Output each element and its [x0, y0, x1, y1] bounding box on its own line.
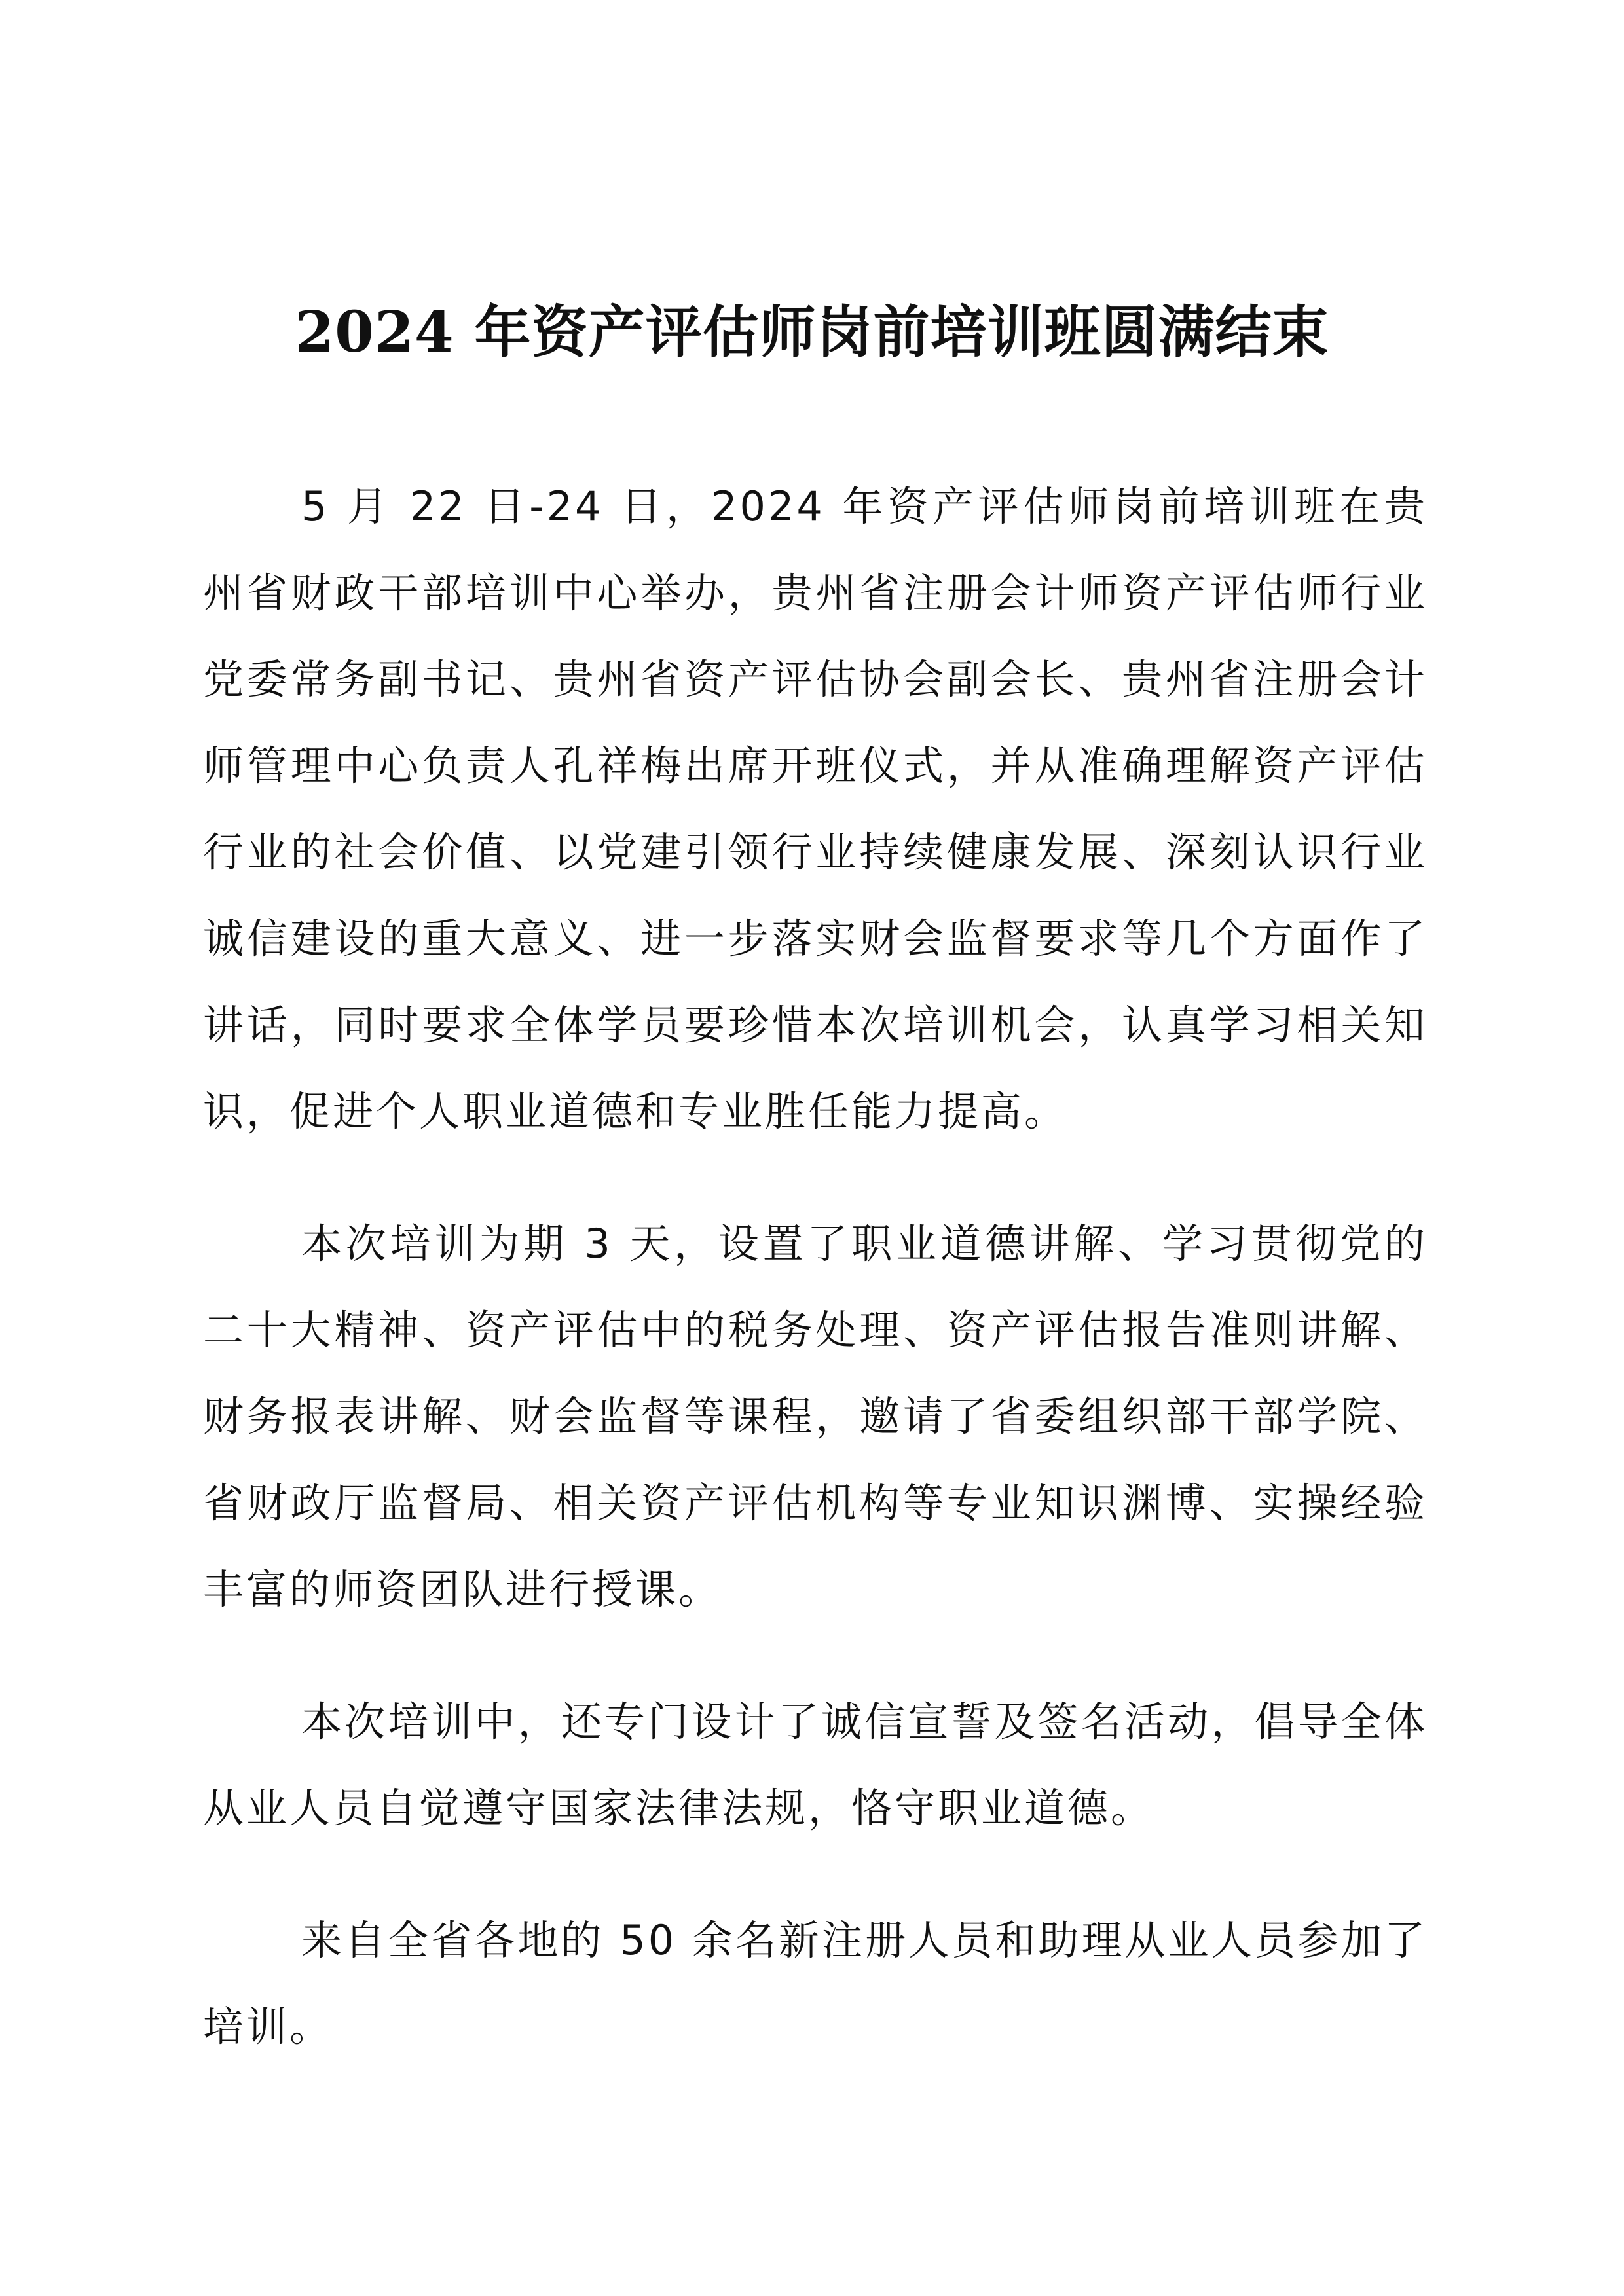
- document-body: [203, 464, 1428, 2116]
- paragraph-curriculum: 本次培训为期 3 天，设置了职业道德讲解、学习贯彻党的二十大精神、资产评估中的税务处理、资产评估报告准则讲解、财务报表讲解、财会监督等课程，邀请了省委组织部干部学院、省财政厅监督局、相关资产评估机构等专业知识渊博、实操经验丰富的师资团队进行授课。: [203, 1220, 1428, 1613]
- paragraph-opening: 5 月 22 日-24 日，2024 年资产评估师岗前培训班在贵州省财政干部培训中心举办，贵州省注册会计师资产评估师行业党委常务副书记、贵州省资产评估协会副会长、贵州省注册会计师管理中心负责人孔祥梅出席开班仪式，并从准确理解资产评估行业的社会价值、以党建引领行业持续健康发展、深刻认识行业诚信建设的重大意义、进一步落实财会监督要求等几个方面作了讲话，同时要求全体学员要珍惜本次培训机会，认真学习相关知识，促进个人职业道德和专业胜任能力提高。: [203, 483, 1428, 1135]
- paragraph-integrity-oath: 本次培训中，还专门设计了诚信宣誓及签名活动，倡导全体从业人员自觉遵守国家法律法规，恪守职业道德。: [203, 1698, 1428, 1832]
- document-title: 2024 年资产评估师岗前培训班圆满结束: [295, 299, 1329, 365]
- paragraph-attendance: 来自全省各地的 50 余名新注册人员和助理从业人员参加了培训。: [203, 1916, 1428, 2050]
